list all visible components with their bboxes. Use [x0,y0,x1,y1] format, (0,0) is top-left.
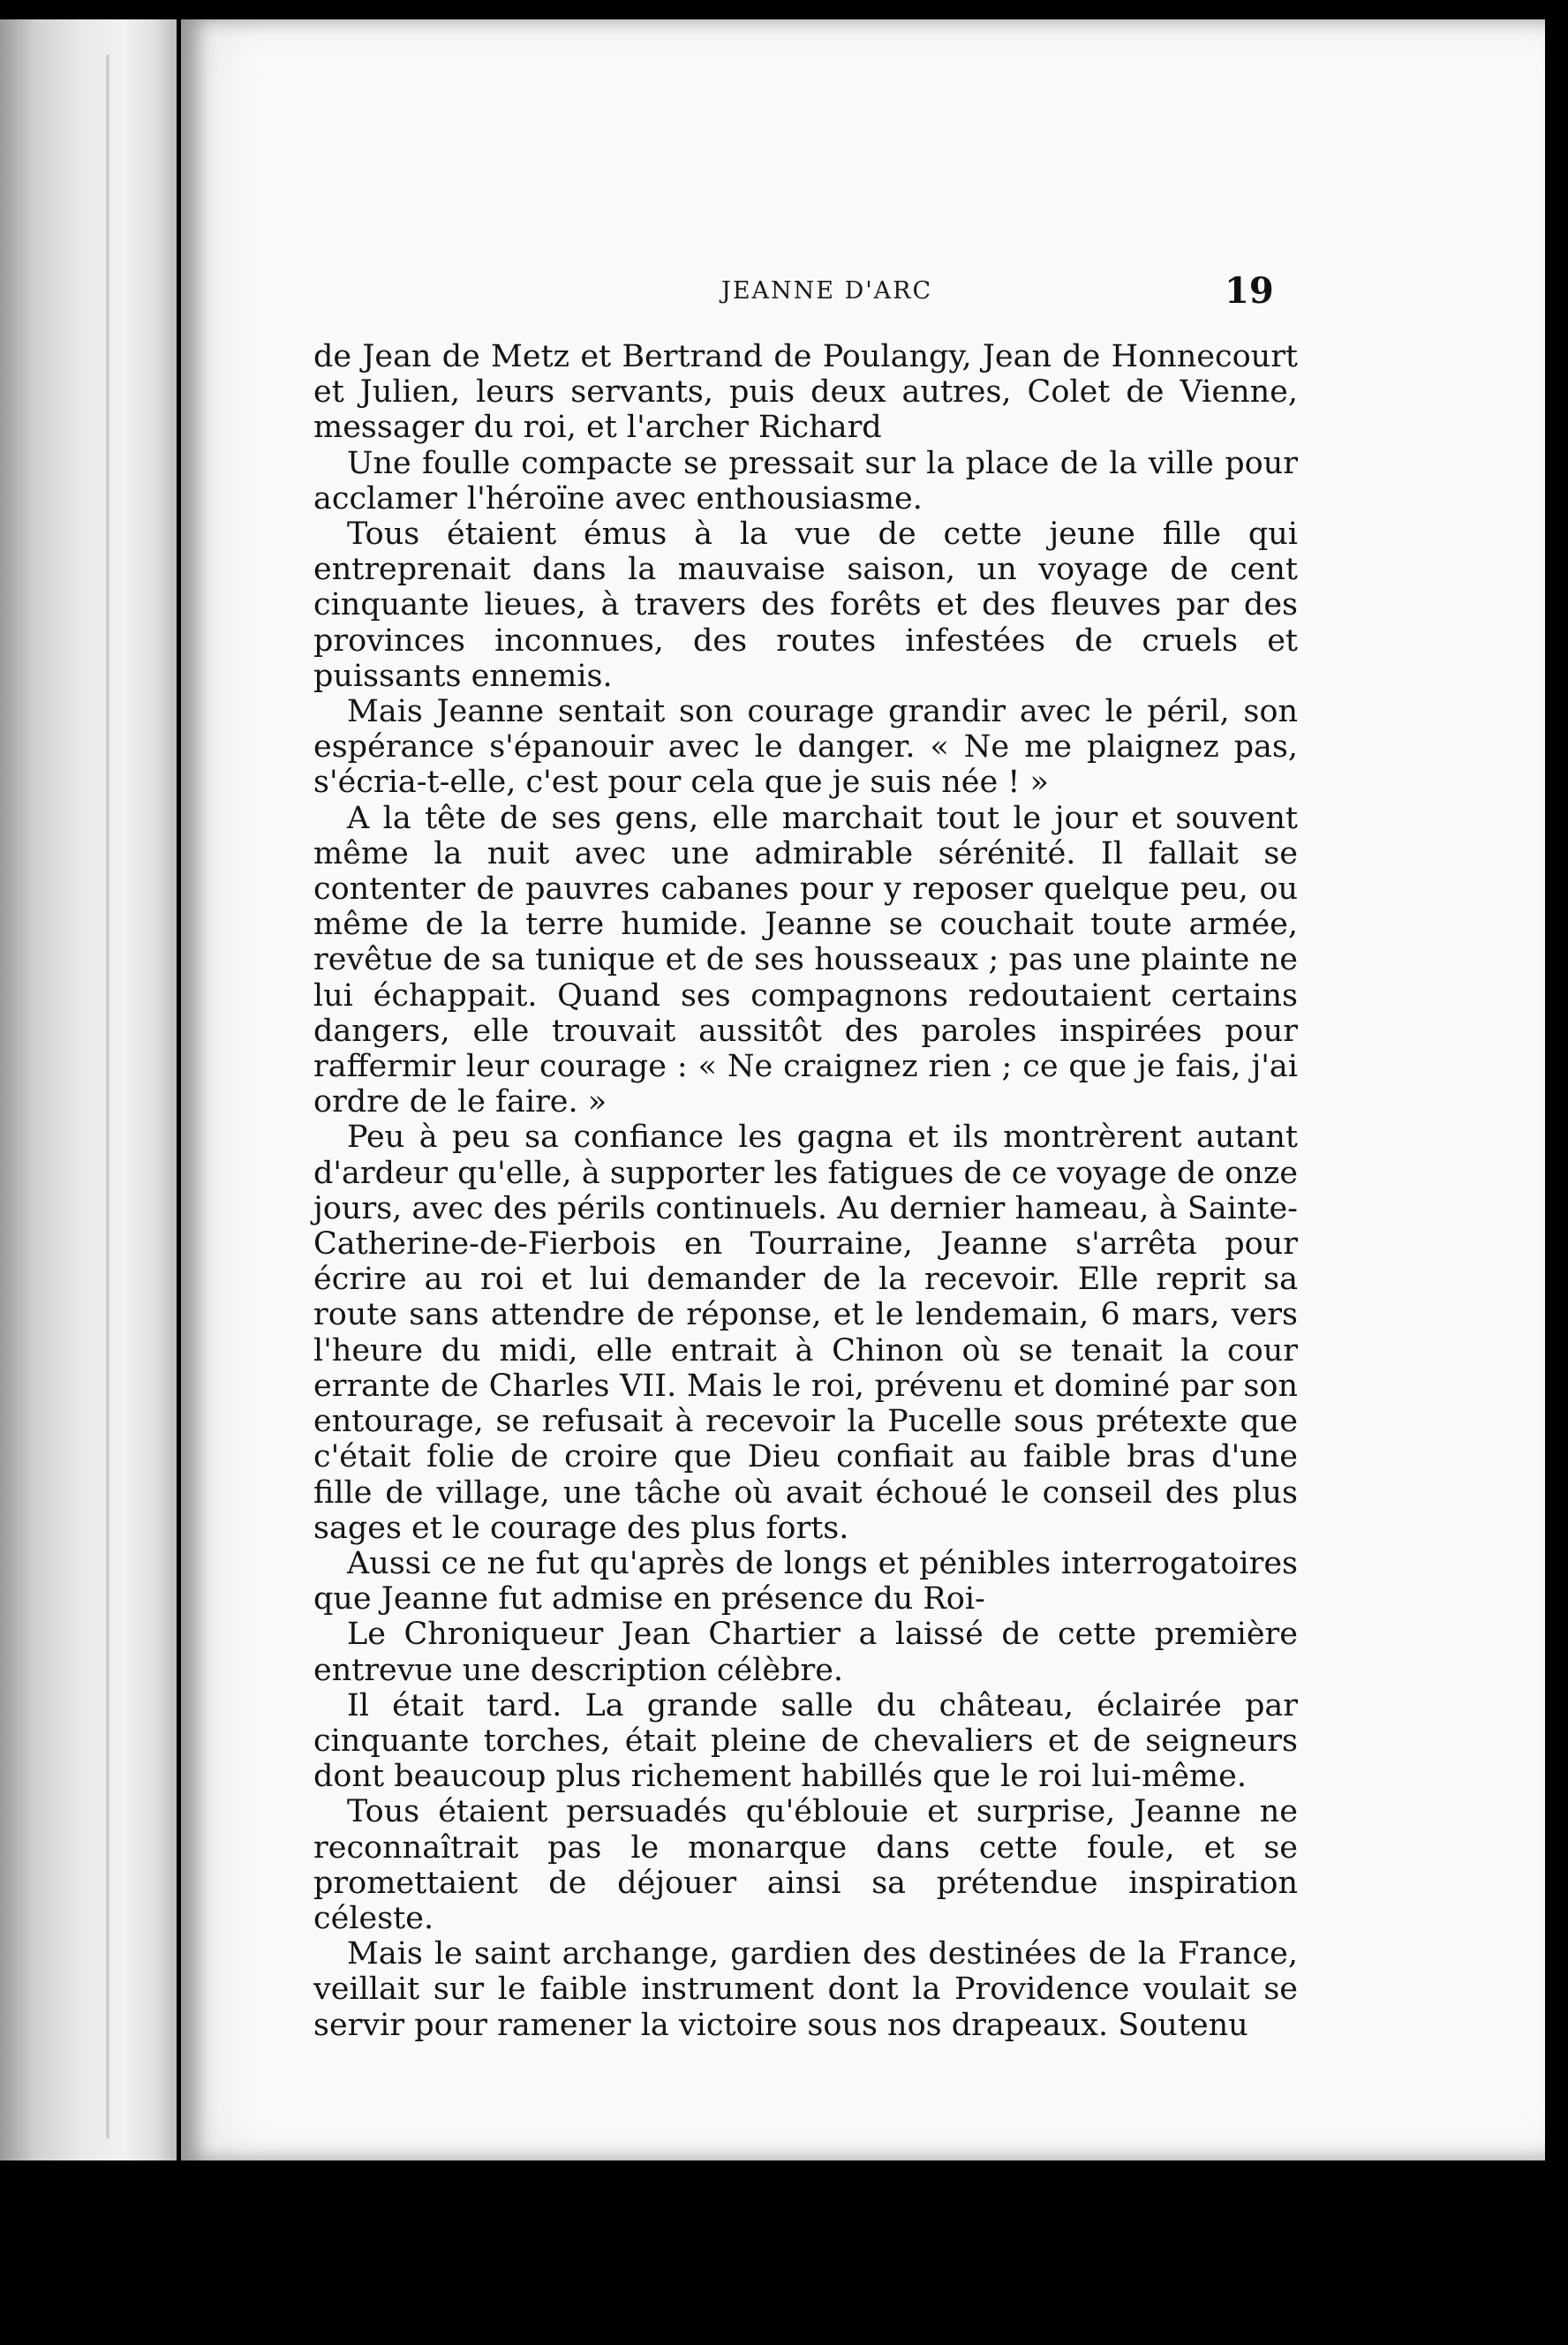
paragraph-9: Il était tard. La grande salle du château, éclairée par cinquante torches, était pleine de chevaliers et de seigneurs dont beaucoup plus richement habillés que le roi lui-même. [313,1687,1298,1795]
facing-page-edge [0,19,177,2160]
body-text [313,339,1298,2043]
paragraph-4: Mais Jeanne sentait son courage grandir avec le péril, son espérance s'épanouir avec le danger. « Ne me plaignez pas, s'écria-t-elle, c'est pour cela que je suis née ! » [313,694,1298,801]
running-title: JEANNE D'ARC [721,277,933,305]
book-page [181,19,1545,2160]
paragraph-5: A la tête de ses gens, elle marchait tout le jour et souvent même la nuit avec une admirable sérénité. Il fallait se contenter de pauvres cabanes pour y reposer quelque peu, ou même de la terre humide. Jeanne se couchait toute armée, revêtue de sa tunique et de ses housseaux ; pas une plainte ne lui échappait. Quand ses compagnons redoutaient certains dangers, elle trouvait aussitôt des paroles inspirées pour raffermir leur courage : « Ne craignez rien ; ce que je fais, j'ai ordre de le faire. » [313,800,1298,1120]
paragraph-1: de Jean de Metz et Bertrand de Poulangy, Jean de Honnecourt et Julien, leurs servants, puis deux autres, Colet de Vienne, messager du roi, et l'archer Richard [313,339,1298,446]
paragraph-8: Le Chroniqueur Jean Chartier a laissé de cette première entrevue une description célèbre. [313,1617,1298,1688]
paragraph-10: Tous étaient persuadés qu'éblouie et surprise, Jeanne ne reconnaîtrait pas le monarque dans cette foule, et se promettaient de déjouer ainsi sa prétendue inspiration céleste. [313,1794,1298,1936]
gutter-line [106,55,109,2138]
paragraph-2: Une foulle compacte se pressait sur la place de la ville pour acclamer l'héroïne avec enthousiasme. [313,445,1298,517]
page-header [181,270,1545,321]
paragraph-6: Peu à peu sa confiance les gagna et ils montrèrent autant d'ardeur qu'elle, à supporter les fatigues de ce voyage de onze jours, avec des périls continuels. Au dernier hameau, à Sainte-Catherine-de-Fierbois en Tourraine, Jeanne s'arrêta pour écrire au roi et lui demander de la recevoir. Elle reprit sa route sans attendre de réponse, et le lendemain, 6 mars, vers l'heure du midi, elle entrait à Chinon où se tenait la cour errante de Charles VII. Mais le roi, prévenu et dominé par son entourage, se refusait à recevoir la Pucelle sous prétexte que c'était folie de croire que Dieu confiait au faible bras d'une fille de village, une tâche où avait échoué le conseil des plus sages et le courage des plus forts. [313,1120,1298,1546]
page-number: 19 [1225,270,1274,312]
paragraph-7: Aussi ce ne fut qu'après de longs et pénibles interrogatoires que Jeanne fut admise en présence du Roi- [313,1545,1298,1617]
paragraph-11: Mais le saint archange, gardien des destinées de la France, veillait sur le faible instrument dont la Providence voulait se servir pour ramener la victoire sous nos drapeaux. Soutenu [313,1936,1298,2043]
paragraph-3: Tous étaient émus à la vue de cette jeune fille qui entreprenait dans la mauvaise saison, un voyage de cent cinquante lieues, à travers des forêts et des fleuves par des provinces inconnues, des routes infestées de cruels et puissants ennemis. [313,517,1298,694]
